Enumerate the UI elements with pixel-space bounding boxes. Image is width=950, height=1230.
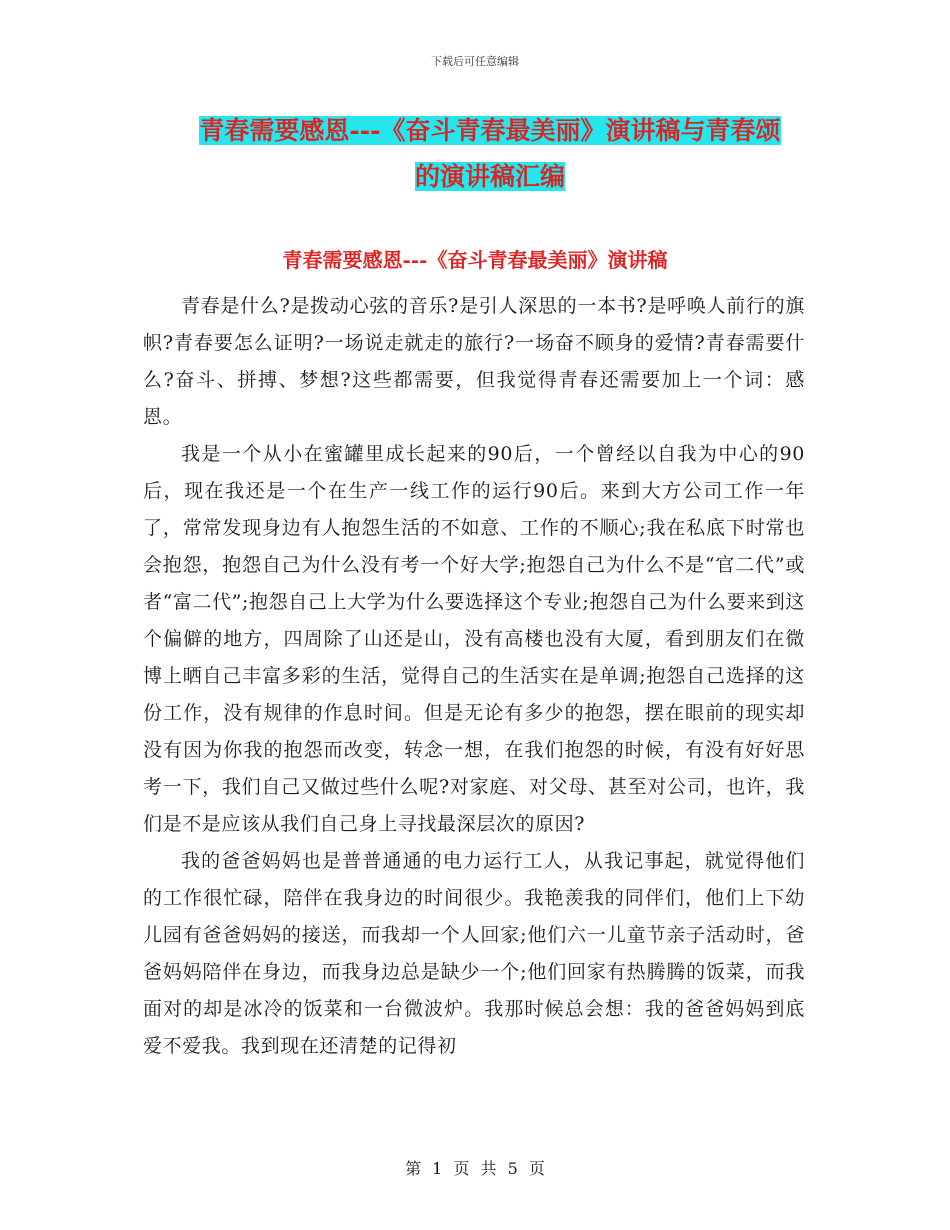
page-number: 第 1 页 共 5 页 [405,1159,545,1178]
section-title: 青春需要感恩---《奋斗青春最美丽》演讲稿 [282,248,668,272]
paragraph: 青春是什么?是拨动心弦的音乐?是引人深思的一本书?是呼唤人前行的旗帜?青春要怎么证明?一场说走就走的旅行?一场奋不顾身的爱情?青春需要什么?奋斗、拼搏、梦想?这些都需要，但我觉得青春还需要加上一个词：感恩。 [143,295,805,428]
document-body [143,288,805,1065]
document-title-line-2: 的演讲稿汇编 [414,162,565,191]
document-title [140,108,840,200]
document-title-line-1: 青春需要感恩---《奋斗青春最美丽》演讲稿与青春颂 [199,116,781,145]
paragraph: 我是一个从小在蜜罐里成长起来的90后，一个曾经以自我为中心的90后，现在我还是一个在生产一线工作的运行90后。来到大方公司工作一年了，常常发现身边有人抱怨生活的不如意、工作的不顺心;我在私底下时常也会抱怨，抱怨自己为什么没有考一个好大学;抱怨自己为什么不是“官二代”或者“富二代”;抱怨自己上大学为什么要选择这个专业;抱怨自己为什么要来到这个偏僻的地方，四周除了山还是山，没有高楼也没有大厦，看到朋友们在微博上晒自己丰富多彩的生活，觉得自己的生活实在是单调;抱怨自己选择的这份工作，没有规律的作息时间。但是无论有多少的抱怨，摆在眼前的现实却没有因为你我的抱怨而改变，转念一想，在我们抱怨的时候，有没有好好思考一下，我们自己又做过些什么呢?对家庭、对父母、甚至对公司，也许，我们是不是应该从我们自己身上寻找最深层次的原因? [143,443,805,835]
paragraph: 我的爸爸妈妈也是普普通通的电力运行工人，从我记事起，就觉得他们的工作很忙碌，陪伴在我身边的时间很少。我艳羡我的同伴们，他们上下幼儿园有爸爸妈妈的接送，而我却一个人回家;他们六一儿童节亲子活动时，爸爸妈妈陪伴在身边，而我身边总是缺少一个;他们回家有热腾腾的饭菜，而我面对的却是冰冷的饭菜和一台微波炉。我那时候总会想：我的爸爸妈妈到底爱不爱我。我到现在还清楚的记得初 [143,850,805,1057]
page-header-note: 下载后可任意编辑 [431,55,519,68]
